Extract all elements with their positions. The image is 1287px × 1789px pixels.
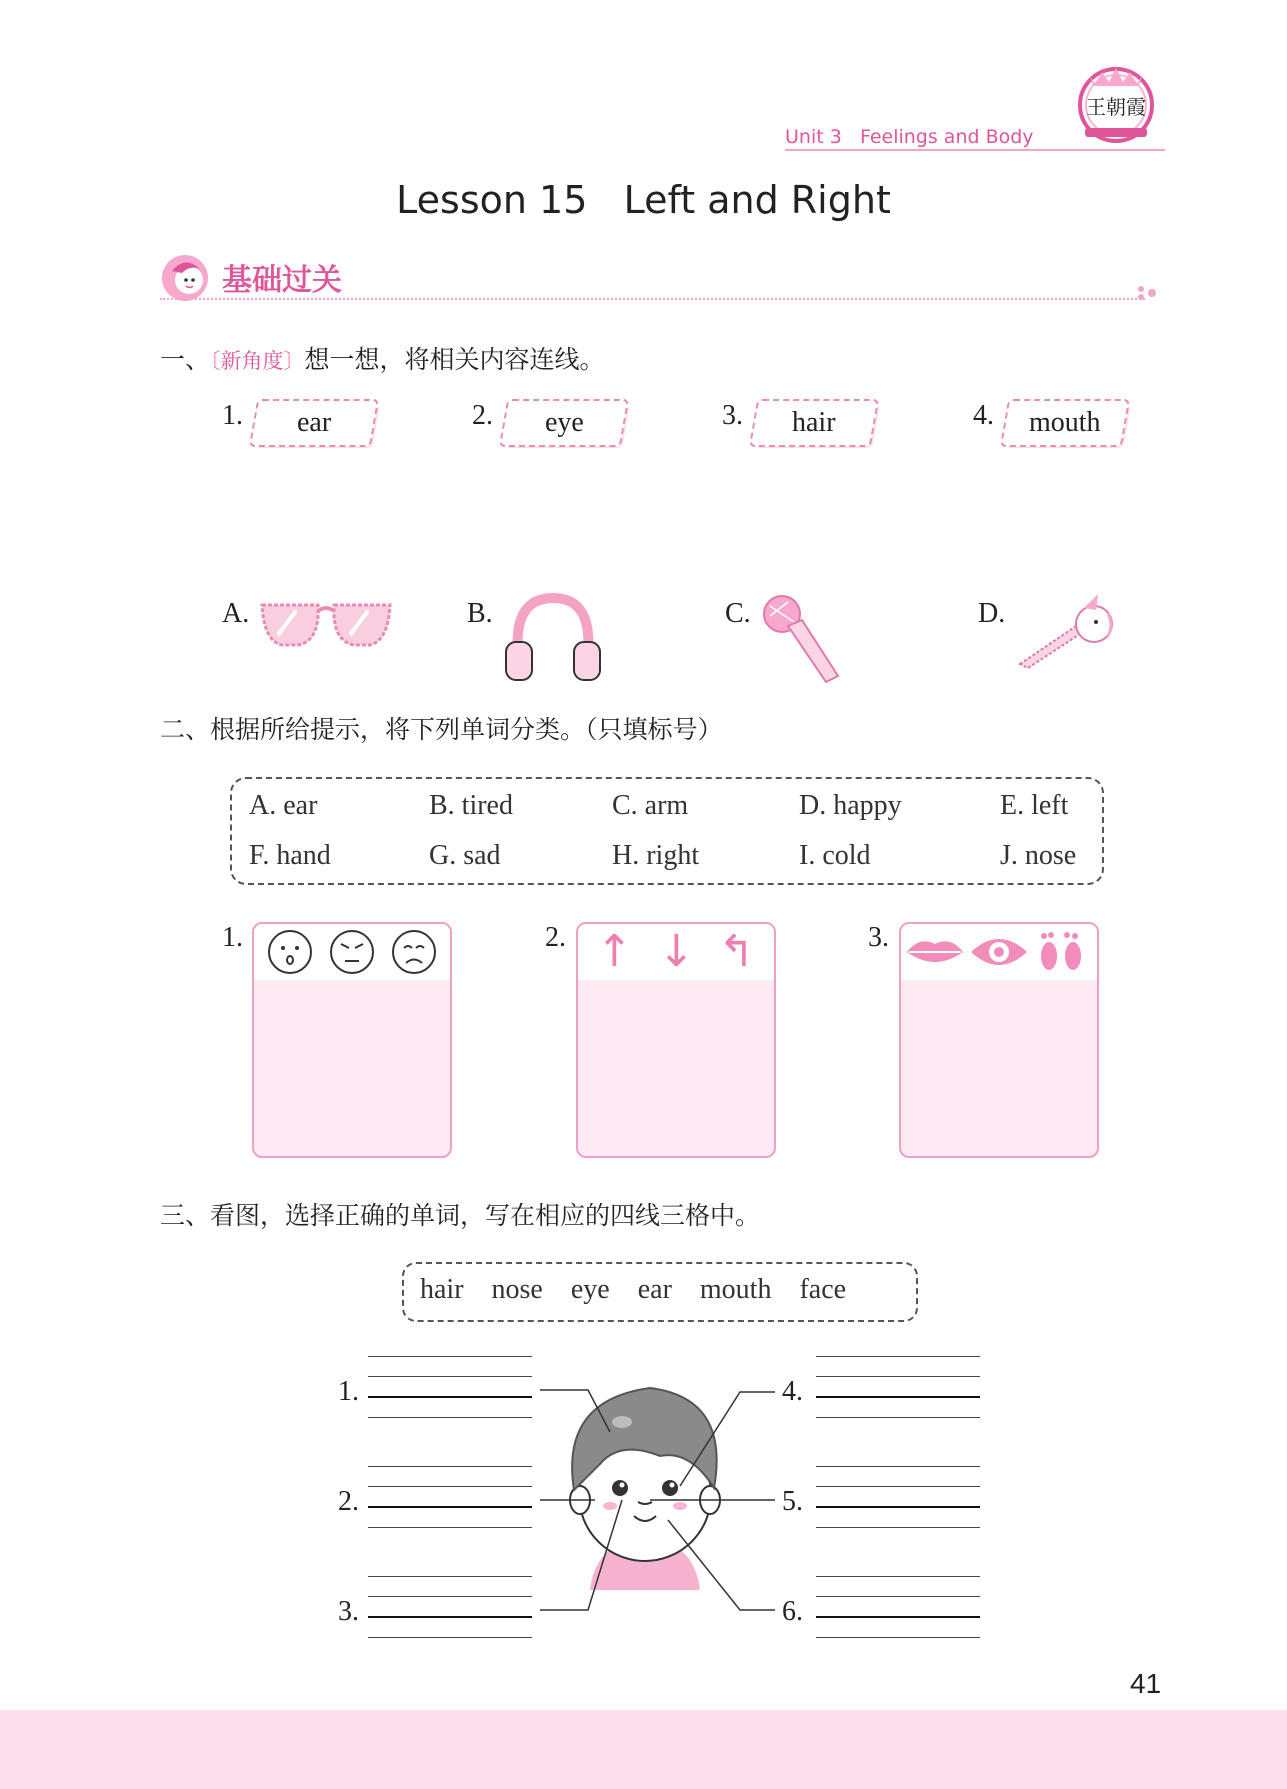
writing-lines-4[interactable] — [816, 1356, 980, 1437]
lips-icon — [907, 941, 963, 962]
brand-logo — [1075, 62, 1157, 144]
unit-label: Unit 3 — [785, 126, 842, 148]
q2-word-g: G. sad — [429, 840, 501, 871]
hairclip-icon — [1012, 592, 1116, 678]
q3-num-4: 4. — [782, 1376, 803, 1407]
unit-header — [785, 126, 1034, 148]
page-number: 41 — [1130, 1668, 1162, 1699]
q1-tag: 〔新角度〕 — [210, 349, 305, 373]
angry-face-icon — [331, 931, 373, 973]
surprised-face-icon — [269, 931, 311, 973]
q2-word-d: D. happy — [799, 790, 902, 821]
word-card-eye — [499, 399, 629, 447]
arrow-down-icon: ↓ — [658, 926, 695, 977]
word-ear: ear — [296, 407, 332, 438]
word-mouth: mouth — [1029, 407, 1101, 438]
category-box-directions[interactable] — [576, 922, 776, 1158]
q2-word-e: E. left — [1000, 790, 1069, 821]
q2-box-num-1: 1. — [222, 922, 243, 953]
q1-pic-letter-c: C. — [725, 598, 751, 629]
word-card-hair — [749, 399, 879, 447]
logo-text: 王朝霞 — [1086, 95, 1146, 119]
q1-word-num-3: 3. — [722, 400, 743, 431]
q3-num-1: 1. — [338, 1376, 359, 1407]
category-header — [578, 924, 774, 980]
headphones-icon — [500, 592, 606, 688]
section-divider — [160, 298, 1145, 300]
writing-lines-6[interactable] — [816, 1576, 980, 1657]
q2-box-num-2: 2. — [545, 922, 566, 953]
q1-pic-letter-a: A. — [222, 598, 250, 629]
q2-word-h: H. right — [612, 840, 700, 871]
q1-instruction: 想一想，将相关内容连线。 — [304, 345, 605, 374]
unit-title: Feelings and Body — [859, 126, 1034, 148]
girl-avatar-icon — [160, 253, 210, 303]
q3-num-6: 6. — [782, 1596, 803, 1627]
lesson-title: Lesson 15 Left and Right — [396, 178, 891, 222]
eye-icon — [971, 939, 1027, 965]
feet-icon — [1041, 932, 1081, 970]
q2-box-num-3: 3. — [868, 922, 889, 953]
q1-prefix: 一、 — [160, 345, 211, 374]
turn-left-arrow-icon: ↰ — [718, 926, 755, 977]
category-header — [901, 924, 1097, 980]
writing-lines-5[interactable] — [816, 1466, 980, 1547]
q3-num-2: 2. — [338, 1486, 359, 1517]
q2-word-b: B. tired — [429, 790, 513, 821]
word-card-mouth — [1000, 399, 1130, 447]
header-divider — [785, 149, 1165, 151]
writing-lines-3[interactable] — [368, 1576, 532, 1657]
q1-pic-letter-b: B. — [467, 598, 493, 629]
category-box-feelings[interactable] — [252, 922, 452, 1158]
writing-lines-1[interactable] — [368, 1356, 532, 1437]
writing-lines-2[interactable] — [368, 1466, 532, 1547]
q2-word-f: F. hand — [249, 840, 331, 871]
q3-word-list: hair nose eye ear mouth face — [420, 1274, 847, 1305]
q1-word-num-2: 2. — [472, 400, 493, 431]
word-eye: eye — [544, 407, 584, 438]
q1-word-num-1: 1. — [222, 400, 243, 431]
sad-face-icon — [393, 931, 435, 973]
q3-num-3: 3. — [338, 1596, 359, 1627]
category-header — [254, 924, 450, 980]
category-box-body[interactable] — [899, 922, 1099, 1158]
q2-word-c: C. arm — [612, 790, 689, 821]
word-card-ear — [249, 399, 379, 447]
q3-instruction: 三、看图，选择正确的单词，写在相应的四线三格中。 — [160, 1201, 761, 1230]
bottom-decorative-band — [0, 1710, 1287, 1789]
q1-word-num-4: 4. — [973, 400, 994, 431]
section-title: 基础过关 — [222, 263, 342, 298]
word-hair: hair — [792, 407, 836, 438]
arrow-up-icon: ↑ — [596, 926, 633, 977]
microphone-icon — [758, 592, 842, 690]
q2-word-j: J. nose — [1000, 840, 1077, 871]
q3-num-5: 5. — [782, 1486, 803, 1517]
q1-instruction-line — [160, 340, 605, 376]
boy-face-illustration — [540, 1380, 750, 1614]
q2-word-i: I. cold — [799, 840, 871, 871]
glasses-icon — [258, 595, 394, 659]
q1-pic-letter-d: D. — [978, 598, 1006, 629]
q2-instruction: 二、根据所给提示，将下列单词分类。（只填标号） — [160, 715, 723, 744]
divider-end-dots — [1136, 285, 1160, 305]
q2-word-a: A. ear — [249, 790, 318, 821]
